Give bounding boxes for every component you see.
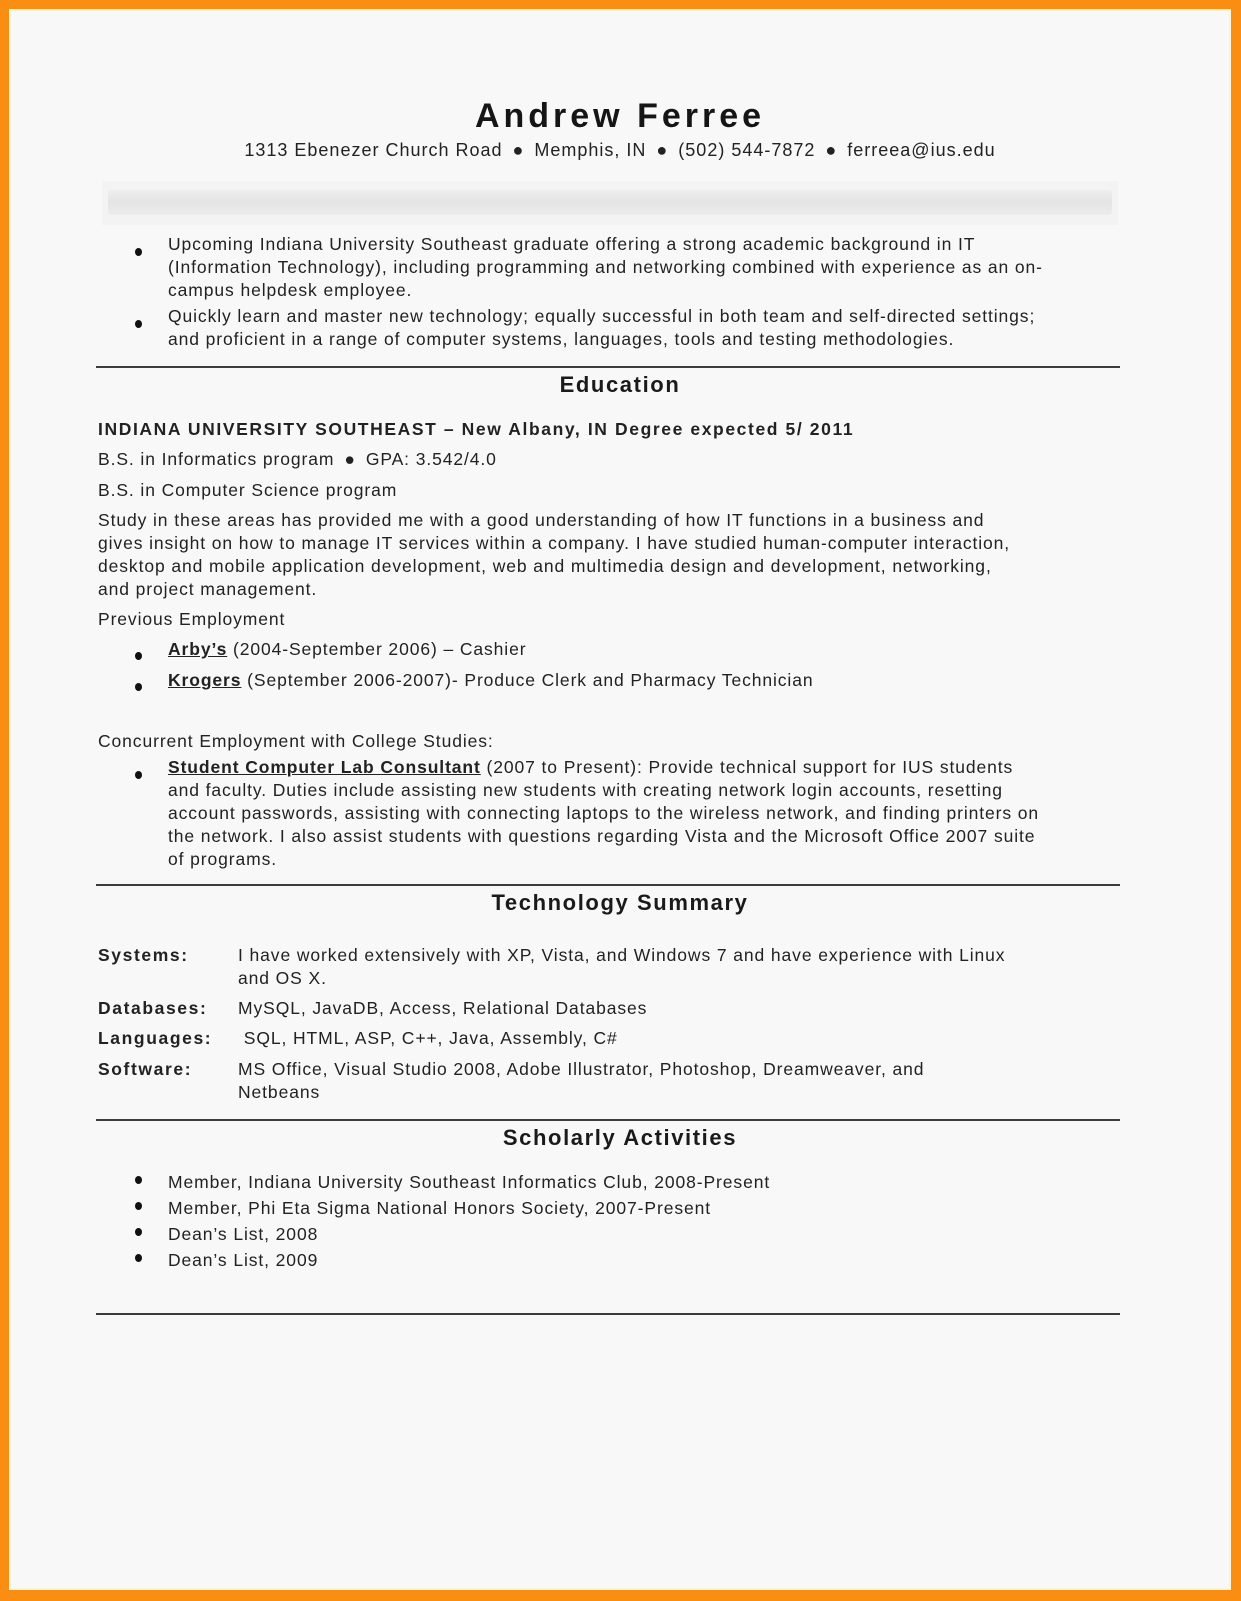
email-link[interactable]: ferreea@ius.edu [847,140,996,160]
program-name: B.S. in Informatics program [98,449,335,469]
tech-value-systems [238,944,1005,990]
tech-value-software [238,1058,924,1104]
concurrent-job [168,756,1039,871]
tech-line: I have worked extensively with XP, Vista, and Windows 7 and have experience with Linux [238,945,1006,965]
bullet-icon [135,683,142,691]
job-detail: (September 2006-2007)- Produce Clerk and Pharmacy Technician [241,670,814,690]
education-title: Education [559,372,681,397]
tech-value-languages: SQL, HTML, ASP, C++, Java, Assembly, C# [238,1028,618,1048]
tech-line: MS Office, Visual Studio 2008, Adobe Illustrator, Photoshop, Dreamweaver, and [238,1059,925,1079]
tech-value-databases: MySQL, JavaDB, Access, Relational Databases [238,998,648,1018]
bullet-separator-icon: ● [512,140,525,160]
bullet-icon [135,771,142,779]
employer-name: Arby’s [168,639,228,659]
phone: (502) 544-7872 [678,140,816,160]
bullet-separator-icon: ● [825,140,838,160]
job-item [168,669,813,692]
section-divider [96,884,1120,886]
job-detail: (2004-September 2006) – Cashier [227,639,527,659]
tech-label-software: Software: [98,1059,193,1079]
summary-line: Upcoming Indiana University Southeast graduate offering a strong academic background in IT [168,234,976,254]
activity-item: Member, Indiana University Southeast Informatics Club, 2008-Present [168,1172,771,1192]
activity-item: Member, Phi Eta Sigma National Honors Society, 2007-Present [168,1198,712,1218]
concurrent-employment-label: Concurrent Employment with College Studies: [98,731,494,751]
technology-title: Technology Summary [491,890,749,915]
study-line: desktop and mobile application development, web and multimedia design and development, networking, [98,556,992,576]
job-title: Student Computer Lab Consultant [168,757,481,777]
section-divider [96,1313,1120,1315]
study-line: Study in these areas has provided me with a good understanding of how IT functions in a business and [98,510,985,530]
city: Memphis, IN [534,140,647,160]
study-paragraph [98,509,1010,601]
activity-item: Dean’s List, 2008 [168,1224,319,1244]
bullet-separator-icon: ● [344,449,356,469]
tech-line: Netbeans [238,1082,321,1102]
summary-line: and proficient in a range of computer systems, languages, tools and testing methodologies. [168,329,955,349]
activities-title: Scholarly Activities [502,1125,738,1150]
employer-name: Krogers [168,670,242,690]
tech-label-systems: Systems: [98,945,189,965]
bullet-icon [135,320,142,328]
header-divider-bar [102,181,1118,225]
tech-line: and OS X. [238,968,327,988]
section-divider [96,1119,1120,1121]
bullet-icon [135,1254,142,1262]
gpa: GPA: 3.542/4.0 [365,449,497,469]
bullet-separator-icon: ● [656,140,669,160]
cs-program: B.S. in Computer Science program [98,480,398,500]
school-line: INDIANA UNIVERSITY SOUTHEAST – New Albany, IN Degree expected 5/ 2011 [98,419,855,439]
address: 1313 Ebenezer Church Road [244,140,503,160]
job-detail-line: of programs. [168,849,278,869]
job-detail-line: and faculty. Duties include assisting new students with creating network login accounts, resetting [168,780,1003,800]
job-detail-line: account passwords, assisting with connecting laptops to the wireless network, and finding printers on [168,803,1040,823]
contact-line [9,140,1231,161]
previous-employment-label: Previous Employment [98,609,286,629]
tech-label-databases: Databases: [98,998,208,1018]
activity-item: Dean’s List, 2009 [168,1250,319,1270]
summary-line: (Information Technology), including programming and networking combined with experience as an on- [168,257,1043,277]
study-line: and project management. [98,579,318,599]
bullet-icon [135,1176,142,1184]
summary-item [168,233,1043,302]
informatics-program [98,448,497,471]
summary-line: campus helpdesk employee. [168,280,413,300]
study-line: gives insight on how to manage IT services within a company. I have studied human-computer interaction, [98,533,1011,553]
bullet-icon [135,1228,142,1236]
candidate-name: Andrew Ferree [474,97,766,135]
bullet-icon [135,652,142,660]
bullet-icon [135,248,142,256]
job-detail-line: the network. I also assist students with questions regarding Vista and the Microsoft Office 2007 suite [168,826,1036,846]
bullet-icon [135,1202,142,1210]
resume-page [9,9,1231,1590]
summary-line: Quickly learn and master new technology; equally successful in both team and self-directed settings; [168,306,1036,326]
summary-item [168,305,1035,351]
job-item [168,638,526,661]
job-detail: (2007 to Present): Provide technical support for IUS students [480,757,1014,777]
section-divider [96,366,1120,368]
tech-label-languages: Languages: [98,1028,213,1048]
